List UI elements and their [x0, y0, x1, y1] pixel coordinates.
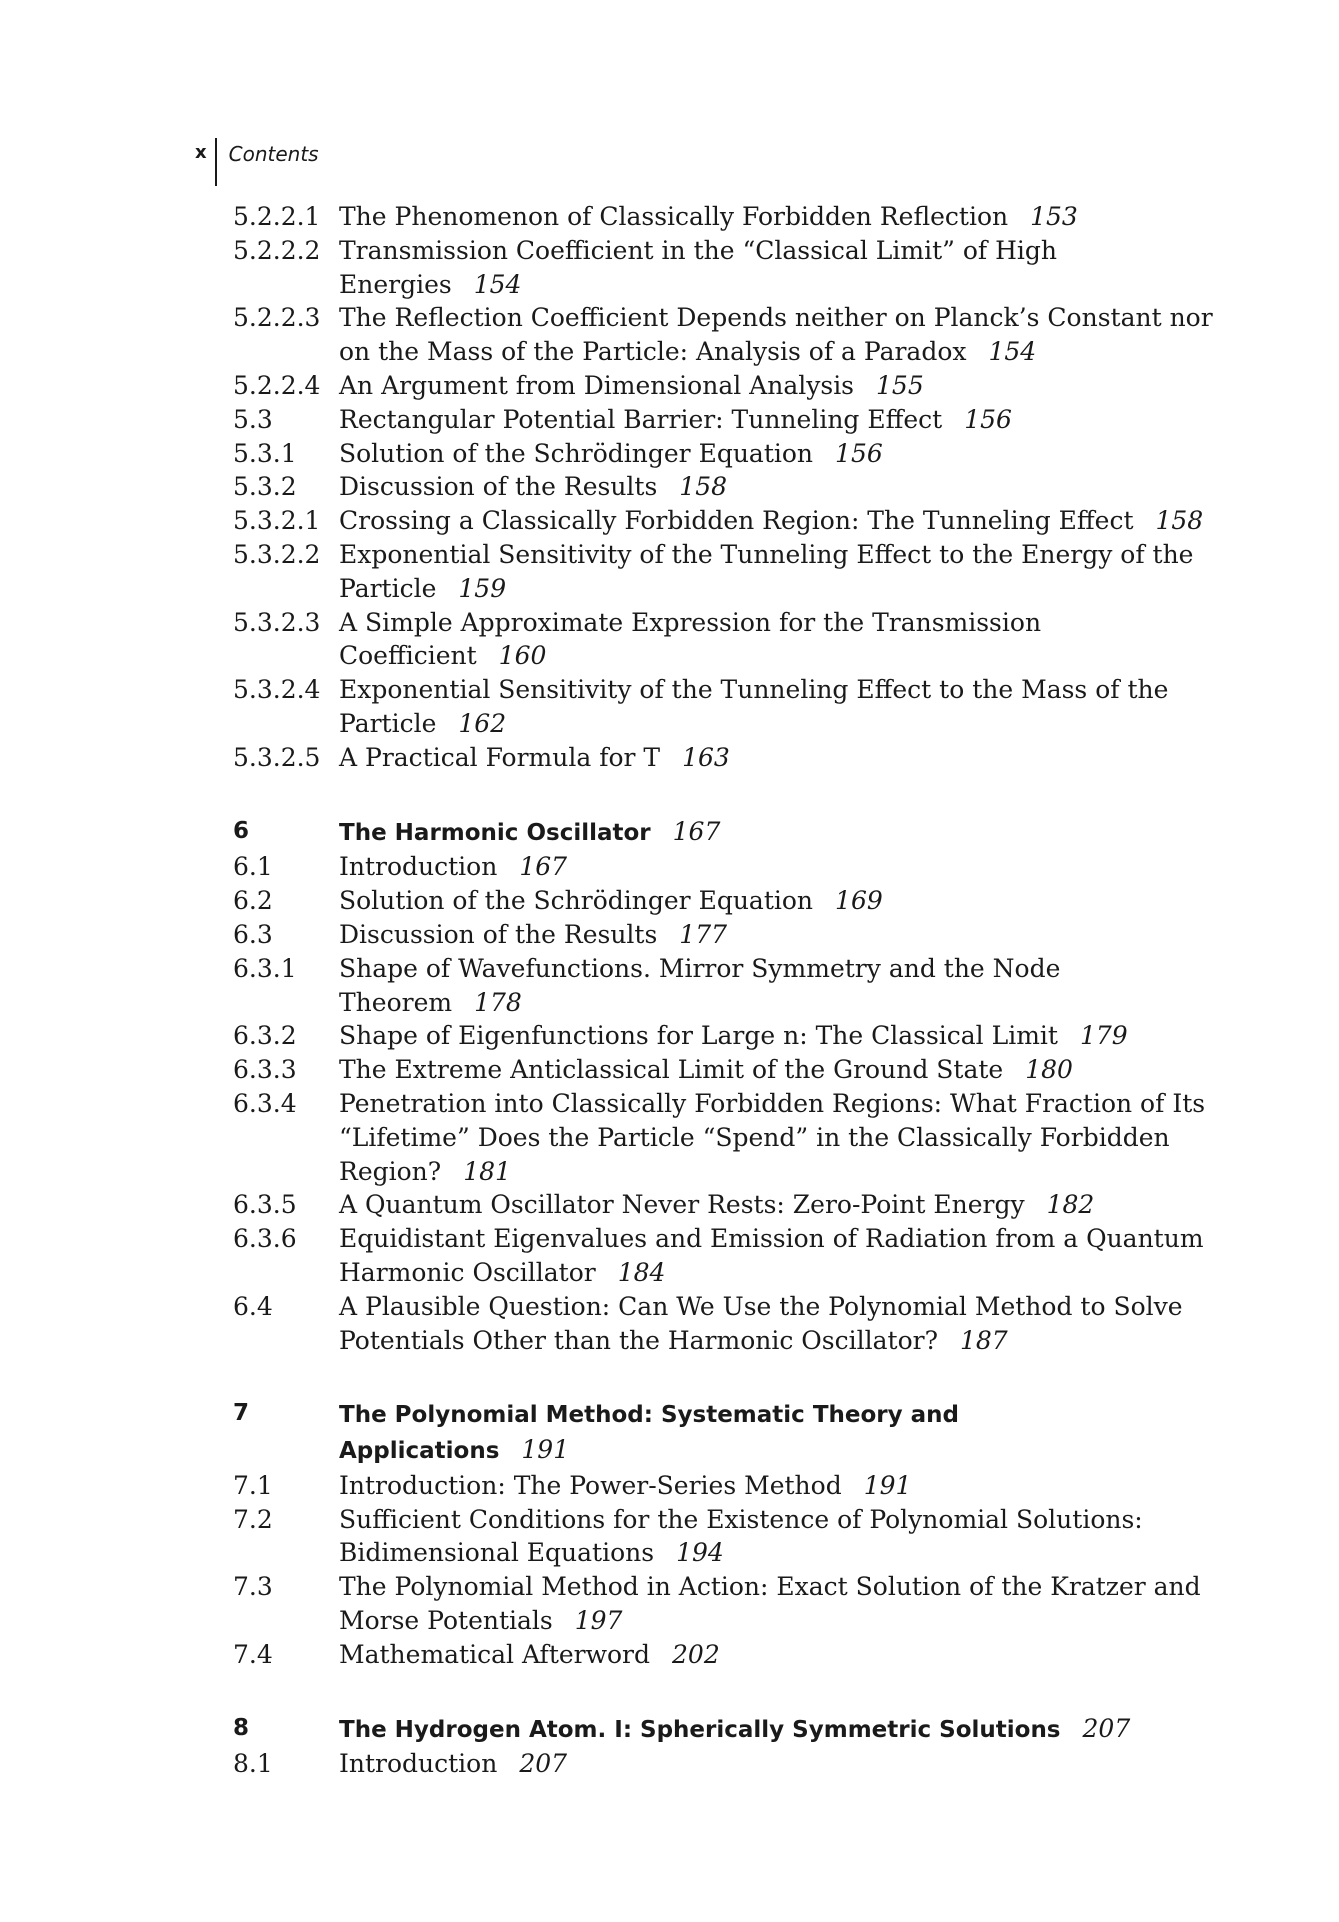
toc-entry-title-line	[339, 1397, 1159, 1433]
toc-entry-number: 6	[233, 817, 250, 844]
toc-page-number: 184	[617, 1257, 666, 1287]
toc-entry-title-text: Harmonic Oscillator	[339, 1257, 596, 1287]
toc-section-entry[interactable]	[0, 918, 1339, 952]
toc-section-entry[interactable]	[0, 1747, 1339, 1781]
toc-page-number: 154	[988, 337, 1037, 367]
toc-entry-number: 7.1	[233, 1470, 273, 1500]
toc-page-number: 191	[521, 1435, 570, 1465]
toc-entry-title	[339, 1503, 1159, 1571]
toc-entry-title-line	[339, 234, 1159, 268]
toc-page-number: 181	[463, 1156, 511, 1186]
toc-entry-title	[339, 369, 1159, 403]
toc-entry-title-text: Bidimensional Equations	[339, 1538, 655, 1568]
toc-entry-title-text: The Extreme Anticlassical Limit of the Ground State	[339, 1055, 1004, 1085]
toc-section-entry[interactable]	[0, 1570, 1339, 1638]
table-of-contents	[0, 200, 1339, 1781]
toc-section-entry[interactable]	[0, 884, 1339, 918]
toc-section-entry[interactable]	[0, 673, 1339, 741]
toc-entry-title-line	[339, 1222, 1204, 1256]
toc-entry-title-line	[339, 1433, 1159, 1469]
toc-entry-number: 6.3.1	[233, 953, 297, 983]
chapter-gap	[0, 1357, 1339, 1397]
chapter-gap	[0, 775, 1339, 815]
toc-entry-title	[339, 538, 1194, 606]
toc-entry-title-text: A Quantum Oscillator Never Rests: Zero-Point Energy	[339, 1190, 1025, 1220]
toc-entry-number: 6.3.4	[233, 1088, 297, 1118]
toc-entry-title-text: Equidistant Eigenvalues and Emission of Radiation from a Quantum	[339, 1224, 1204, 1254]
toc-entry-title	[339, 437, 1159, 471]
toc-entry-title-line	[339, 335, 1159, 369]
toc-entry-title	[339, 234, 1159, 302]
toc-entry-title-text: Introduction	[339, 1749, 498, 1779]
toc-entry-title	[339, 1712, 1159, 1748]
toc-entry-title-text: Theorem	[339, 987, 453, 1017]
toc-entry-title-text: Particle	[339, 573, 437, 603]
toc-entry-title-line	[339, 572, 1159, 606]
toc-entry-title-text: Transmission Coefficient in the “Classical Limit” of High	[339, 235, 1058, 265]
toc-entry-title	[339, 1290, 1183, 1358]
toc-entry-title-text: Sufficient Conditions for the Existence of Polynomial Solutions:	[339, 1504, 1143, 1534]
toc-entry-title-line	[339, 741, 1159, 775]
toc-entry-title-text: Particle	[339, 708, 437, 738]
toc-entry-title-line	[339, 1570, 1201, 1604]
toc-entry-number: 6.1	[233, 852, 273, 882]
toc-page-number: 182	[1046, 1190, 1095, 1220]
toc-entry-title-text: on the Mass of the Particle: Analysis of a Paradox	[339, 337, 967, 367]
toc-entry-title-text: Discussion of the Results	[339, 472, 658, 502]
toc-entry-number: 7.2	[233, 1504, 273, 1534]
toc-entry-title	[339, 504, 1204, 538]
toc-entry-title-line	[339, 1638, 1159, 1672]
toc-section-entry[interactable]	[0, 1188, 1339, 1222]
toc-entry-title-line	[339, 1290, 1183, 1324]
toc-entry-title-line	[339, 1712, 1159, 1748]
toc-entry-title-text: An Argument from Dimensional Analysis	[339, 370, 855, 400]
toc-entry-title	[339, 1087, 1206, 1188]
toc-entry-title-text: The Reflection Coefficient Depends neither on Planck’s Constant nor	[339, 303, 1213, 333]
toc-section-entry[interactable]	[0, 504, 1339, 538]
toc-entry-title	[339, 470, 1159, 504]
toc-entry-title-text: Coefficient	[339, 641, 477, 671]
toc-entry-number: 5.3.2.2	[233, 539, 321, 569]
toc-entry-title-line	[339, 1053, 1159, 1087]
toc-entry-title	[339, 1397, 1159, 1469]
toc-page-number: 197	[574, 1606, 623, 1636]
toc-section-entry[interactable]	[0, 1638, 1339, 1672]
toc-entry-number: 6.3.3	[233, 1055, 297, 1085]
running-head-title: Contents	[228, 142, 319, 166]
toc-entry-title-text: Solution of the Schrödinger Equation	[339, 886, 814, 916]
toc-entry-title-text: A Simple Approximate Expression for the Transmission	[339, 607, 1042, 637]
toc-entry-number: 5.3.1	[233, 438, 297, 468]
toc-entry-title	[339, 850, 1159, 884]
toc-entry-title	[339, 741, 1159, 775]
page-number: x	[195, 142, 207, 163]
toc-entry-title-line	[339, 1019, 1159, 1053]
toc-page-number: 207	[1082, 1713, 1131, 1743]
toc-entry-title-text: Potentials Other than the Harmonic Oscillator?	[339, 1325, 938, 1355]
toc-entry-number: 6.3.2	[233, 1021, 297, 1051]
toc-entry-title-text: “Lifetime” Does the Particle “Spend” in the Classically Forbidden	[339, 1122, 1170, 1152]
toc-entry-title-line	[339, 639, 1159, 673]
toc-entry-title-line	[339, 673, 1169, 707]
toc-entry-title	[339, 606, 1159, 674]
toc-page-number: 187	[959, 1325, 1008, 1355]
toc-entry-title-line	[339, 1188, 1159, 1222]
toc-entry-title-text: Exponential Sensitivity of the Tunneling Effect to the Energy of the	[339, 539, 1194, 569]
toc-entry-number: 5.2.2.3	[233, 303, 321, 333]
toc-entry-title-text: A Plausible Question: Can We Use the Polynomial Method to Solve	[339, 1291, 1183, 1321]
toc-section-entry[interactable]	[0, 1087, 1339, 1188]
toc-entry-title-text: The Harmonic Oscillator	[339, 819, 651, 846]
toc-entry-number: 5.3.2.1	[233, 506, 321, 536]
toc-section-entry[interactable]	[0, 234, 1339, 302]
toc-page-number: 158	[1155, 506, 1204, 536]
toc-entry-title	[339, 1747, 1159, 1781]
toc-entry-title-line	[339, 1536, 1159, 1570]
running-head-rule	[215, 138, 217, 186]
toc-entry-title-line	[339, 437, 1159, 471]
toc-entry-title-text: Exponential Sensitivity of the Tunneling Effect to the Mass of the	[339, 675, 1169, 705]
toc-chapter-entry[interactable]	[0, 1397, 1339, 1469]
toc-section-entry[interactable]	[0, 741, 1339, 775]
toc-entry-title-text: Penetration into Classically Forbidden Regions: What Fraction of Its	[339, 1088, 1206, 1118]
toc-entry-number: 6.4	[233, 1291, 273, 1321]
toc-section-entry[interactable]	[0, 1503, 1339, 1571]
toc-entry-title-line	[339, 952, 1159, 986]
toc-entry-number: 5.2.2.2	[233, 235, 321, 265]
toc-page-number: 178	[474, 987, 522, 1017]
toc-entry-title-text: Solution of the Schrödinger Equation	[339, 438, 814, 468]
toc-page-number: 155	[876, 370, 924, 400]
toc-page-number: 163	[682, 742, 730, 772]
toc-entry-title-line	[339, 1503, 1159, 1537]
toc-entry-title-line	[339, 850, 1159, 884]
toc-page-number: 169	[835, 886, 883, 916]
toc-entry-title-line	[339, 1087, 1206, 1121]
toc-section-entry[interactable]	[0, 200, 1339, 234]
toc-entry-title-text: A Practical Formula for T	[339, 742, 661, 772]
toc-entry-title-text: Introduction	[339, 852, 498, 882]
toc-entry-title-text: Crossing a Classically Forbidden Region: The Tunneling Effect	[339, 506, 1134, 536]
toc-entry-title-text: Shape of Wavefunctions. Mirror Symmetry and the Node	[339, 953, 1061, 983]
toc-entry-number: 6.2	[233, 886, 273, 916]
toc-entry-number: 5.3	[233, 404, 273, 434]
toc-section-entry[interactable]	[0, 1469, 1339, 1503]
toc-section-entry[interactable]	[0, 606, 1339, 674]
toc-entry-title-line	[339, 301, 1213, 335]
toc-page-number: 167	[672, 816, 721, 846]
toc-entry-title-text: Discussion of the Results	[339, 919, 658, 949]
toc-page-number: 180	[1025, 1055, 1073, 1085]
toc-entry-title-line	[339, 470, 1159, 504]
toc-entry-title-text: The Polynomial Method: Systematic Theory and	[339, 1402, 959, 1429]
toc-entry-number: 5.3.2	[233, 472, 297, 502]
toc-entry-number: 5.3.2.3	[233, 607, 321, 637]
toc-page-number: 158	[679, 472, 728, 502]
toc-entry-title	[339, 918, 1159, 952]
toc-entry-title-text: The Polynomial Method in Action: Exact Solution of the Kratzer and	[339, 1572, 1201, 1602]
toc-entry-title	[339, 1570, 1201, 1638]
toc-entry-title-line	[339, 538, 1194, 572]
toc-entry-number: 7	[233, 1400, 250, 1427]
toc-entry-title-text: The Phenomenon of Classically Forbidden Reflection	[339, 202, 1009, 231]
toc-section-entry[interactable]	[0, 850, 1339, 884]
toc-entry-title-line	[339, 986, 1159, 1020]
toc-page-number: 160	[498, 641, 547, 671]
toc-page-number: 179	[1079, 1021, 1128, 1051]
toc-section-entry[interactable]	[0, 1053, 1339, 1087]
toc-entry-title-text: Region?	[339, 1156, 442, 1186]
toc-entry-title-line	[339, 504, 1204, 538]
running-head	[195, 138, 319, 186]
toc-entry-number: 5.3.2.4	[233, 675, 321, 705]
toc-entry-title-line	[339, 1324, 1159, 1358]
toc-entry-title-line	[339, 707, 1159, 741]
toc-page-number: 162	[458, 708, 507, 738]
toc-page-number: 156	[835, 438, 883, 468]
toc-entry-title-line	[339, 918, 1159, 952]
toc-entry-title-line	[339, 1155, 1159, 1189]
toc-entry-title-text: Introduction: The Power-Series Method	[339, 1470, 842, 1500]
toc-entry-title	[339, 673, 1169, 741]
toc-entry-number: 6.3	[233, 919, 273, 949]
toc-entry-title	[339, 815, 1159, 851]
toc-section-entry[interactable]	[0, 470, 1339, 504]
toc-entry-title	[339, 1019, 1159, 1053]
toc-entry-number: 6.3.6	[233, 1224, 297, 1254]
toc-entry-title	[339, 403, 1159, 437]
toc-page-number: 167	[519, 852, 568, 882]
toc-section-entry[interactable]	[0, 1222, 1339, 1290]
toc-entry-title	[339, 1188, 1159, 1222]
toc-entry-title-line	[339, 815, 1159, 851]
toc-entry-title-text: Morse Potentials	[339, 1606, 553, 1636]
toc-entry-title	[339, 884, 1159, 918]
toc-entry-title-line	[339, 369, 1159, 403]
toc-entry-title-line	[339, 1469, 1159, 1503]
toc-entry-title	[339, 1469, 1159, 1503]
toc-entry-number: 6.3.5	[233, 1190, 297, 1220]
toc-page-number: 159	[458, 573, 507, 603]
toc-entry-title-line	[339, 1256, 1159, 1290]
toc-entry-number: 5.2.2.4	[233, 370, 321, 400]
toc-entry-title-line	[339, 1604, 1159, 1638]
toc-page-number: 194	[676, 1538, 724, 1568]
toc-section-entry[interactable]	[0, 952, 1339, 1020]
toc-entry-title-line	[339, 1747, 1159, 1781]
chapter-gap	[0, 1672, 1339, 1712]
toc-entry-number: 5.3.2.5	[233, 742, 321, 772]
toc-entry-number: 7.3	[233, 1572, 273, 1602]
toc-chapter-entry[interactable]	[0, 815, 1339, 851]
toc-page-number: 177	[679, 919, 728, 949]
toc-entry-title-text: The Hydrogen Atom. I: Spherically Symmetric Solutions	[339, 1716, 1061, 1743]
toc-entry-title-line	[339, 200, 1159, 234]
toc-entry-number: 7.4	[233, 1639, 273, 1669]
toc-entry-title-text: Rectangular Potential Barrier: Tunneling Effect	[339, 404, 943, 434]
toc-entry-number: 5.2.2.1	[233, 202, 321, 231]
toc-chapter-entry[interactable]	[0, 1712, 1339, 1748]
toc-entry-title	[339, 1638, 1159, 1672]
toc-entry-title-line	[339, 1121, 1170, 1155]
toc-page-number: 154	[473, 269, 522, 299]
toc-section-entry[interactable]	[0, 1290, 1339, 1358]
toc-section-entry[interactable]	[0, 301, 1339, 369]
toc-entry-title-text: Applications	[339, 1438, 500, 1465]
toc-entry-title	[339, 200, 1159, 234]
toc-entry-title-line	[339, 606, 1159, 640]
toc-page-number: 153	[1030, 202, 1078, 231]
toc-section-entry[interactable]	[0, 369, 1339, 403]
toc-page-number: 207	[519, 1749, 568, 1779]
toc-page-number: 156	[964, 404, 1012, 434]
toc-entry-title	[339, 1053, 1159, 1087]
toc-entry-title-text: Shape of Eigenfunctions for Large n: The Classical Limit	[339, 1021, 1058, 1051]
toc-page-number: 202	[672, 1639, 720, 1669]
toc-entry-title-text: Energies	[339, 269, 452, 299]
toc-page-number: 191	[863, 1470, 912, 1500]
toc-entry-title	[339, 1222, 1204, 1290]
toc-entry-title-text: Mathematical Afterword	[339, 1639, 651, 1669]
toc-section-entry[interactable]	[0, 403, 1339, 437]
toc-entry-title-line	[339, 884, 1159, 918]
toc-section-entry[interactable]	[0, 437, 1339, 471]
toc-entry-number: 8.1	[233, 1749, 273, 1779]
toc-entry-number: 8	[233, 1714, 250, 1741]
toc-entry-title-line	[339, 268, 1159, 302]
toc-section-entry[interactable]	[0, 538, 1339, 606]
toc-entry-title-line	[339, 403, 1159, 437]
toc-entry-title	[339, 301, 1213, 369]
toc-section-entry[interactable]	[0, 1019, 1339, 1053]
toc-entry-title	[339, 952, 1159, 1020]
